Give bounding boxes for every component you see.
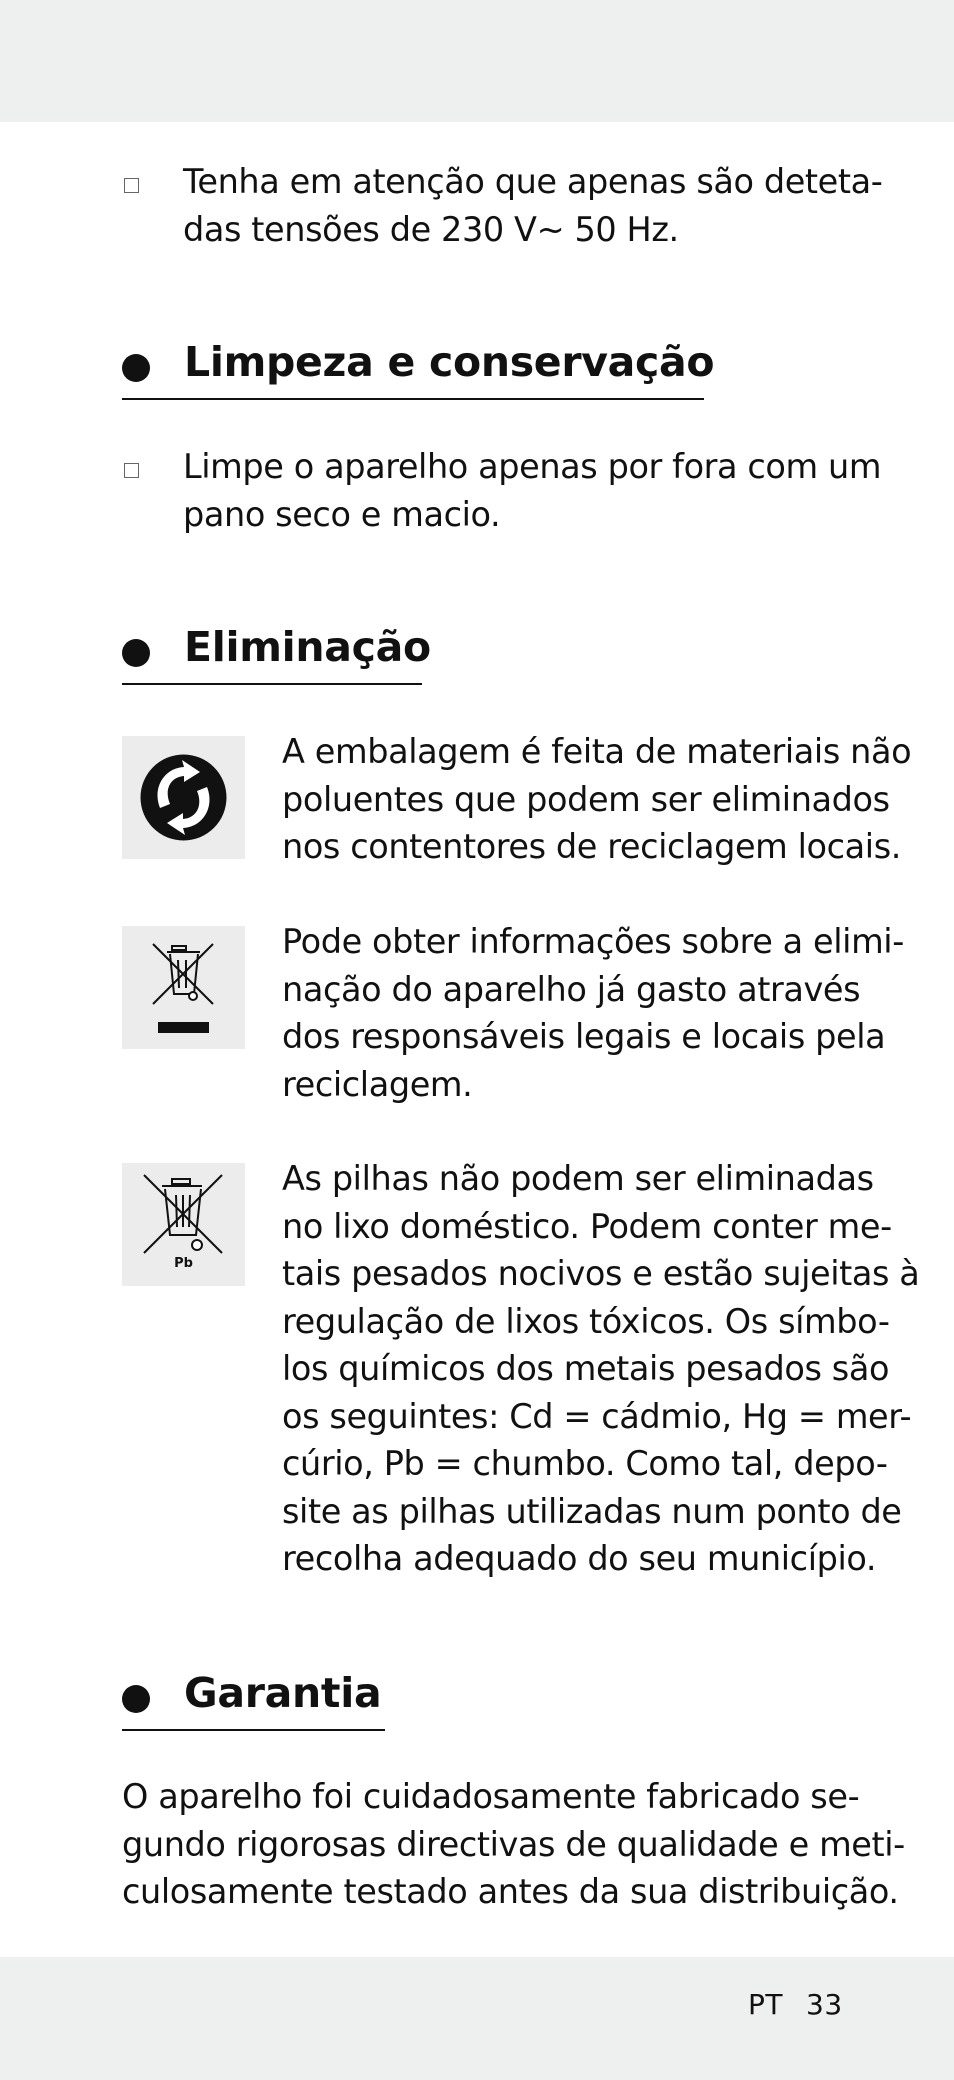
text-line: As pilhas não podem ser eliminadas — [282, 1159, 874, 1198]
text-line: dos responsáveis legais e locais pela — [282, 1017, 886, 1056]
text-line: gundo rigorosas directivas de qualidade e meti- — [122, 1824, 905, 1864]
text-line: reciclagem. — [282, 1064, 473, 1104]
text-line: poluentes que podem ser eliminados — [282, 779, 890, 819]
text-line: Pode obter informações sobre a elimi- — [282, 922, 904, 961]
heading-title: Eliminação — [184, 623, 431, 671]
text-line: O aparelho foi cuidadosamente fabricado se- — [122, 1777, 860, 1816]
bullet-square-cleaning — [124, 463, 139, 478]
crossed-bin-weee-icon — [122, 926, 245, 1049]
cleaning-paragraph — [183, 443, 881, 538]
text-line: no lixo doméstico. Podem conter me- — [282, 1206, 892, 1246]
text-line: A embalagem é feita de materiais não — [282, 732, 912, 771]
heading-bullet-dot — [122, 354, 150, 382]
text-line: nos contentores de reciclagem locais. — [282, 827, 902, 866]
footer-page-number: 33 — [806, 1988, 843, 2021]
text-line: site as pilhas utilizadas num ponto de — [282, 1491, 902, 1531]
heading-title: Garantia — [184, 1669, 382, 1717]
text-line: os seguintes: Cd = cádmio, Hg = mer- — [282, 1396, 912, 1436]
section-heading-warranty — [122, 1667, 385, 1731]
battery-symbol-label: Pb — [174, 1256, 193, 1271]
text-line: recolha adequado do seu município. — [282, 1539, 877, 1578]
text-line: tais pesados nocivos e estão sujeitas à — [282, 1254, 920, 1293]
text-line: los químicos dos metais pesados são — [282, 1349, 890, 1388]
footer-language-code: PT — [748, 1988, 783, 2021]
top-margin-band — [0, 0, 954, 122]
section-heading-disposal — [122, 621, 431, 685]
section-heading-cleaning — [122, 336, 715, 400]
packaging-paragraph — [282, 728, 911, 871]
text-line: pano seco e macio. — [183, 494, 501, 534]
text-line: nação do aparelho já gasto através — [282, 969, 861, 1009]
text-line: culosamente testado antes da sua distribuição. — [122, 1872, 899, 1911]
text-line: Tenha em atenção que apenas são deteta- — [183, 162, 883, 201]
text-line: das tensões de 230 V~ 50 Hz. — [183, 209, 679, 249]
text-line: regulação de lixos tóxicos. Os símbo- — [282, 1301, 890, 1341]
intro-paragraph — [183, 158, 882, 253]
device-disposal-paragraph — [282, 918, 904, 1108]
bullet-square-intro — [124, 178, 139, 193]
heading-bullet-dot — [122, 639, 150, 667]
heading-bullet-dot — [122, 1685, 150, 1713]
crossed-bin-battery-icon — [122, 1163, 245, 1286]
heading-title: Limpeza e conservação — [184, 338, 715, 386]
battery-disposal-paragraph — [282, 1155, 919, 1583]
green-dot-recycling-icon — [122, 736, 245, 859]
text-line: Limpe o aparelho apenas por fora com um — [183, 447, 882, 486]
text-line: cúrio, Pb = chumbo. Como tal, depo- — [282, 1444, 888, 1483]
warranty-paragraph — [122, 1773, 905, 1916]
